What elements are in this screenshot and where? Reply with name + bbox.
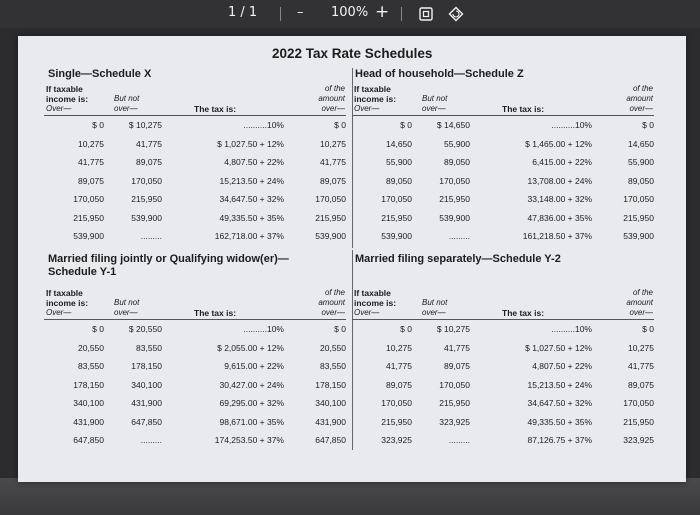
cell-tax: 34,647.50 + 32% [219, 194, 284, 204]
header-but-not: But not over— [114, 298, 140, 317]
column-divider [352, 68, 353, 248]
cell-of-amount: 41,775 [628, 361, 654, 371]
cell-of-amount: 170,050 [623, 398, 654, 408]
document-page [18, 36, 686, 482]
cell-but-not: 89,050 [444, 157, 470, 167]
cell-over: 215,950 [381, 212, 412, 223]
cell-tax: ..........10% [551, 120, 592, 130]
cell-over: 83,550 [78, 361, 104, 371]
cell-over: 431,900 [73, 416, 104, 427]
cell-over: 170,050 [381, 398, 412, 408]
cell-tax: 49,335.50 + 35% [219, 212, 284, 223]
header-if-taxable: If taxable income is: [354, 84, 397, 104]
header-tax-is: The tax is: [194, 104, 237, 114]
cell-over: 647,850 [73, 435, 104, 445]
header-over: Over— [46, 308, 72, 317]
cell-of-amount: 89,075 [320, 175, 346, 186]
column-divider [352, 250, 353, 450]
cell-over: 41,775 [78, 157, 104, 167]
cell-tax: 30,427.00 + 24% [219, 379, 284, 390]
cell-over: $ 0 [92, 120, 104, 130]
header-if-taxable: If taxable income is: [46, 288, 89, 308]
cell-of-amount: 41,775 [320, 157, 346, 167]
cell-but-not: 539,900 [131, 212, 162, 223]
cell-of-amount: 215,950 [623, 416, 654, 427]
cell-over: 340,100 [73, 398, 104, 408]
header-rule [44, 319, 346, 320]
viewport-bottom [0, 478, 700, 515]
cell-of-amount: 539,900 [315, 231, 346, 241]
cell-over: 10,275 [386, 342, 412, 353]
cell-tax: 47,836.00 + 35% [527, 212, 592, 223]
fit-page-button[interactable] [416, 4, 436, 24]
cell-tax: 33,148.00 + 32% [527, 194, 592, 204]
cell-tax: 174,253.50 + 37% [214, 435, 284, 445]
cell-but-not: 431,900 [131, 398, 162, 408]
cell-over: 215,950 [381, 416, 412, 427]
cell-over: 539,900 [73, 231, 104, 241]
cell-tax: $ 1,027.50 + 12% [217, 138, 284, 149]
cell-tax: ..........10% [243, 324, 284, 334]
cell-but-not: 215,950 [131, 194, 162, 204]
cell-but-not: 178,150 [131, 361, 162, 371]
header-of-amount: of the amount over— [318, 288, 345, 317]
header-rule [44, 115, 346, 116]
header-tax-is: The tax is: [502, 308, 545, 318]
cell-tax: $ 2,055.00 + 12% [217, 342, 284, 353]
rotate-button[interactable] [446, 4, 466, 24]
cell-over: $ 0 [400, 120, 412, 130]
cell-over: 170,050 [381, 194, 412, 204]
cell-tax: ..........10% [243, 120, 284, 130]
cell-of-amount: $ 0 [334, 120, 346, 130]
page-title: 2022 Tax Rate Schedules [272, 46, 433, 61]
cell-of-amount: 83,550 [320, 361, 346, 371]
cell-of-amount: 340,100 [315, 398, 346, 408]
schedule-y1-title-line1: Married filing jointly or Qualifying widow(er)— [48, 253, 289, 265]
header-but-not: But not over— [422, 94, 448, 113]
cell-over: 41,775 [386, 361, 412, 371]
cell-over: 10,275 [78, 138, 104, 149]
cell-but-not: 539,900 [439, 212, 470, 223]
zoom-level: 100% [331, 5, 369, 20]
cell-but-not: 647,850 [131, 416, 162, 427]
cell-over: $ 0 [400, 324, 412, 334]
schedule-y2-title: Married filing separately—Schedule Y-2 [355, 253, 561, 265]
header-of-amount: of the amount over— [626, 84, 653, 113]
toolbar-divider [401, 7, 402, 21]
zoom-out-button[interactable]: – [297, 5, 304, 20]
header-rule [352, 115, 654, 116]
header-over: Over— [354, 104, 380, 113]
header-over: Over— [354, 308, 380, 317]
cell-but-not: 323,925 [439, 416, 470, 427]
cell-tax: 161,218.50 + 37% [522, 231, 592, 241]
cell-over: 89,075 [78, 175, 104, 186]
cell-of-amount: 539,900 [623, 231, 654, 241]
rotate-icon [448, 6, 464, 22]
cell-but-not: ......... [448, 231, 470, 241]
cell-but-not: ......... [140, 435, 162, 445]
schedule-z-title: Head of household—Schedule Z [355, 68, 524, 80]
cell-of-amount: 20,550 [320, 342, 346, 353]
cell-tax: 87,126.75 + 37% [527, 435, 592, 445]
cell-of-amount: 215,950 [623, 212, 654, 223]
cell-over: 14,650 [386, 138, 412, 149]
schedule-x-title: Single—Schedule X [48, 68, 152, 80]
cell-tax: 162,718.00 + 37% [214, 231, 284, 241]
pdf-toolbar [0, 0, 700, 28]
cell-tax: 4,807.50 + 22% [532, 361, 592, 371]
cell-but-not: 89,075 [136, 157, 162, 167]
fit-page-icon [418, 6, 434, 22]
cell-over: 215,950 [73, 212, 104, 223]
header-if-taxable: If taxable income is: [354, 288, 397, 308]
cell-of-amount: $ 0 [642, 120, 654, 130]
cell-of-amount: 10,275 [628, 342, 654, 353]
cell-tax: 13,708.00 + 24% [527, 175, 592, 186]
cell-of-amount: 89,075 [628, 379, 654, 390]
cell-over: 170,050 [73, 194, 104, 204]
cell-but-not: 55,900 [444, 138, 470, 149]
cell-tax: 49,335.50 + 35% [527, 416, 592, 427]
cell-but-not: 170,050 [439, 175, 470, 186]
cell-of-amount: 89,050 [628, 175, 654, 186]
zoom-in-button[interactable]: + [375, 2, 390, 22]
cell-but-not: 89,075 [444, 361, 470, 371]
cell-tax: 15,213.50 + 24% [527, 379, 592, 390]
cell-tax: $ 1,027.50 + 12% [525, 342, 592, 353]
header-but-not: But not over— [114, 94, 140, 113]
cell-but-not: $ 10,275 [128, 120, 162, 130]
cell-tax: $ 1,465.00 + 12% [525, 138, 592, 149]
cell-tax: 34,647.50 + 32% [527, 398, 592, 408]
cell-but-not: 170,050 [439, 379, 470, 390]
cell-but-not: 215,950 [439, 398, 470, 408]
header-of-amount: of the amount over— [626, 288, 653, 317]
cell-of-amount: 323,925 [623, 435, 654, 445]
cell-but-not: 41,775 [136, 138, 162, 149]
cell-of-amount: $ 0 [334, 324, 346, 334]
cell-tax: 69,295.00 + 32% [219, 398, 284, 408]
cell-but-not: 83,550 [136, 342, 162, 353]
cell-but-not: 215,950 [439, 194, 470, 204]
cell-over: 539,900 [381, 231, 412, 241]
cell-of-amount: 170,050 [315, 194, 346, 204]
cell-of-amount: 647,850 [315, 435, 346, 445]
cell-but-not: $ 20,550 [128, 324, 162, 334]
cell-but-not: $ 10,275 [436, 324, 470, 334]
cell-over: 55,900 [386, 157, 412, 167]
cell-over: 89,075 [386, 379, 412, 390]
cell-but-not: 41,775 [444, 342, 470, 353]
cell-of-amount: 170,050 [623, 194, 654, 204]
cell-over: 178,150 [73, 379, 104, 390]
cell-tax: 15,213.50 + 24% [219, 175, 284, 186]
header-tax-is: The tax is: [502, 104, 545, 114]
cell-of-amount: 178,150 [315, 379, 346, 390]
cell-tax: 6,415.00 + 22% [532, 157, 592, 167]
cell-but-not: 340,100 [131, 379, 162, 390]
cell-of-amount: 14,650 [628, 138, 654, 149]
cell-but-not: 170,050 [131, 175, 162, 186]
header-if-taxable: If taxable income is: [46, 84, 89, 104]
cell-over: 89,050 [386, 175, 412, 186]
schedule-y1-title-line2: Schedule Y-1 [48, 266, 117, 278]
cell-over: 323,925 [381, 435, 412, 445]
cell-of-amount: 215,950 [315, 212, 346, 223]
cell-but-not: ......... [140, 231, 162, 241]
header-of-amount: of the amount over— [318, 84, 345, 113]
page-indicator: 1 / 1 [228, 5, 258, 20]
header-but-not: But not over— [422, 298, 448, 317]
cell-of-amount: $ 0 [642, 324, 654, 334]
cell-of-amount: 10,275 [320, 138, 346, 149]
cell-over: $ 0 [92, 324, 104, 334]
cell-tax: 98,671.00 + 35% [219, 416, 284, 427]
cell-but-not: $ 14,650 [436, 120, 470, 130]
cell-tax: 9,615.00 + 22% [224, 361, 284, 371]
cell-over: 20,550 [78, 342, 104, 353]
toolbar-divider [280, 7, 281, 21]
header-tax-is: The tax is: [194, 308, 237, 318]
cell-of-amount: 55,900 [628, 157, 654, 167]
header-rule [352, 319, 654, 320]
cell-tax: 4,807.50 + 22% [224, 157, 284, 167]
cell-of-amount: 431,900 [315, 416, 346, 427]
cell-but-not: ......... [448, 435, 470, 445]
cell-tax: ..........10% [551, 324, 592, 334]
header-over: Over— [46, 104, 72, 113]
